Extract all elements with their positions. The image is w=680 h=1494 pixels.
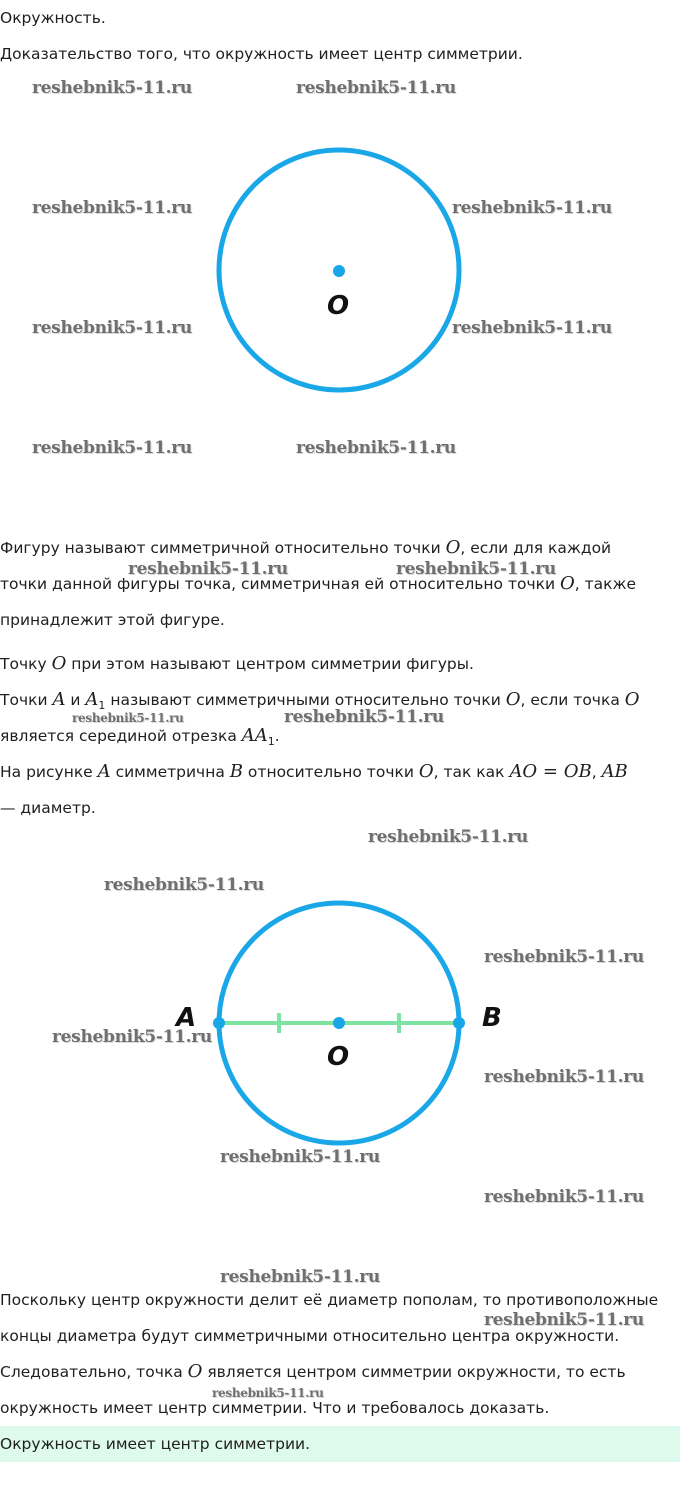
- points-definition-line-1: Точки A и $A_1$ называют симметричными относительно точки O, если точка O: [0, 689, 640, 713]
- watermark: reshebnik5-11.ru: [396, 559, 556, 579]
- intro-text: Доказательство того, что окружность имеет центр симметрии.: [0, 45, 523, 63]
- watermark: reshebnik5-11.ru: [104, 875, 264, 895]
- watermark: reshebnik5-11.ru: [220, 1147, 380, 1167]
- watermark: reshebnik5-11.ru: [72, 711, 184, 725]
- definition-line-3: принадлежит этой фигуре.: [0, 611, 225, 629]
- watermark: reshebnik5-11.ru: [128, 559, 288, 579]
- figure-note-line-1: На рисунке A симметрична B относительно точки O, так как AO = OB, AB: [0, 761, 628, 782]
- conclusion-line-1: Поскольку центр окружности делит её диаметр пополам, то противоположные: [0, 1291, 659, 1309]
- figure-note-line-2: — диаметр.: [0, 799, 96, 817]
- watermark: reshebnik5-11.ru: [452, 198, 612, 218]
- center-label: O: [327, 291, 350, 321]
- watermark: reshebnik5-11.ru: [368, 827, 528, 847]
- center-point: [333, 265, 345, 277]
- watermark: reshebnik5-11.ru: [32, 438, 192, 458]
- watermark: reshebnik5-11.ru: [212, 1386, 324, 1400]
- watermark: reshebnik5-11.ru: [484, 1067, 644, 1087]
- watermark: reshebnik5-11.ru: [32, 198, 192, 218]
- conclusion-line-2: концы диаметра будут симметричными относительно центра окружности.: [0, 1327, 620, 1345]
- label-o: O: [327, 1042, 350, 1072]
- points-definition-line-2: является серединой отрезка $AA_1$.: [0, 725, 280, 749]
- watermark: reshebnik5-11.ru: [32, 78, 192, 98]
- watermark: reshebnik5-11.ru: [32, 318, 192, 338]
- figure-circle-center: [0, 140, 680, 400]
- definition-line-1: Фигуру называют симметричной относительно точки O, если для каждой: [0, 537, 612, 558]
- label-a: A: [176, 1003, 197, 1033]
- point-o: [333, 1017, 345, 1029]
- watermark: reshebnik5-11.ru: [484, 1310, 644, 1330]
- watermark: reshebnik5-11.ru: [52, 1027, 212, 1047]
- watermark: reshebnik5-11.ru: [296, 78, 456, 98]
- figure-circle-diameter: [0, 890, 680, 1150]
- conclusion-line-4: окружность имеет центр симметрии. Что и требовалось доказать.: [0, 1399, 550, 1417]
- watermark: reshebnik5-11.ru: [284, 707, 444, 727]
- watermark: reshebnik5-11.ru: [452, 318, 612, 338]
- definition-line-2: точки данной фигуры точка, симметричная ей относительно точки O, также: [0, 573, 636, 594]
- point-a: [213, 1017, 225, 1029]
- watermark: reshebnik5-11.ru: [220, 1267, 380, 1287]
- answer-box: Окружность имеет центр симметрии.: [0, 1426, 680, 1462]
- center-definition: Точку O при этом называют центром симметрии фигуры.: [0, 653, 474, 674]
- conclusion-line-3: Следовательно, точка O является центром симметрии окружности, то есть: [0, 1361, 626, 1382]
- point-b: [453, 1017, 465, 1029]
- watermark: reshebnik5-11.ru: [296, 438, 456, 458]
- watermark: reshebnik5-11.ru: [484, 1187, 644, 1207]
- watermark: reshebnik5-11.ru: [484, 947, 644, 967]
- label-b: B: [482, 1003, 502, 1033]
- heading: Окружность.: [0, 9, 106, 27]
